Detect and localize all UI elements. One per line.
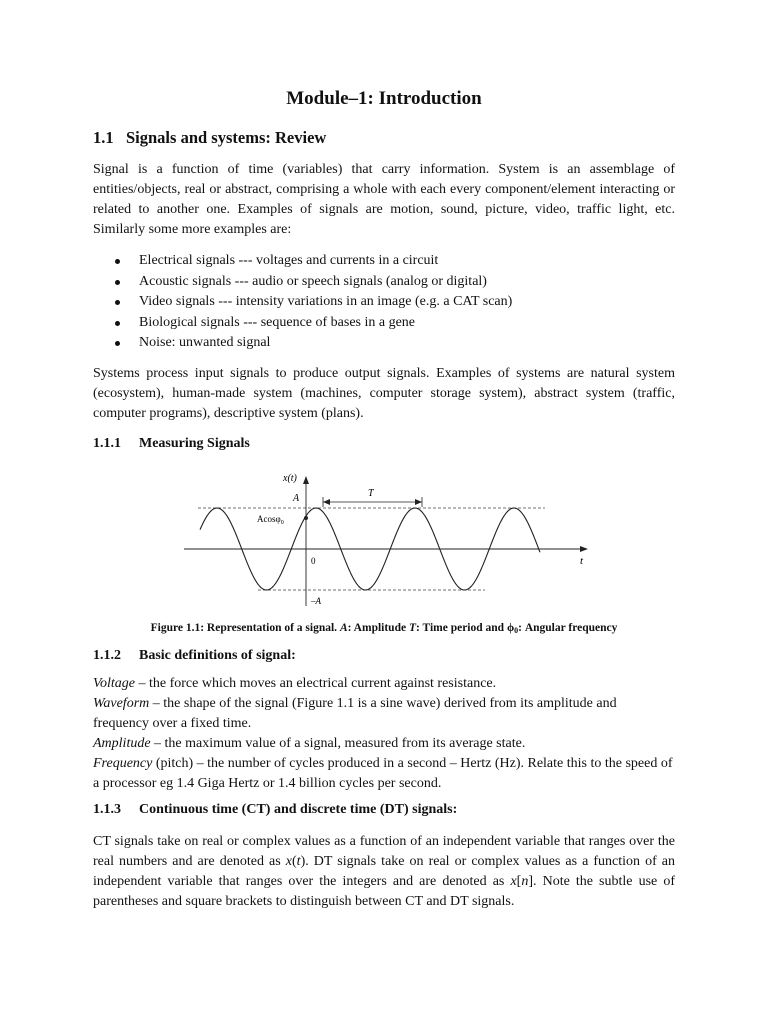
ct-dt-paragraph: CT signals take on real or complex values as a function of an independent variable that ranges over the real numbers and are denoted as x(t). DT signals take on real or complex values as a function of an independent variable that ranges over the integers and are denoted as x[n]. Note the subtle use of parentheses and square brackets to distinguish between CT and DT signals.	[93, 834, 676, 909]
y-axis-label: x(t)	[283, 473, 297, 484]
definition-voltage: Voltage – the force which moves an electrical current against resistance.	[93, 676, 497, 691]
subsection-heading-measuring	[93, 436, 250, 452]
period-label: T	[368, 488, 374, 499]
amplitude-label: A	[293, 493, 300, 504]
definition-waveform: Waveform – the shape of the signal (Figure 1.1 is a sine wave) derived from its amplitude and frequency over a fixed time.	[93, 696, 617, 731]
signal-figure	[180, 466, 600, 611]
amplitude-axis-arrow-icon	[303, 476, 309, 484]
intro-paragraph: Signal is a function of time (variables) that carry information. System is an assemblage of entities/objects, real or abstract, comprising a whole with each every component/element interacting or related to another one. Examples of signals are motion, sound, picture, video, traffic light, etc. Similarly some more examples are:	[93, 162, 675, 237]
origin-label: 0	[311, 556, 316, 566]
systems-paragraph: Systems process input signals to produce output signals. Examples of systems are natural system (ecosystem), human-made system (machines, computer storage system), abstract system (traffic, computer programs), descriptive system (plans).	[93, 366, 675, 421]
subsection-title: Measuring Signals	[139, 436, 250, 451]
definition-frequency: Frequency (pitch) – the number of cycles produced in a second – Hertz (Hz). Relate this to the speed of a processor eg 1.4 Giga Hertz or 1.4 billion cycles per second.	[93, 756, 673, 791]
initial-value-label: Acosφ$_0$	[257, 514, 284, 526]
period-left-arrow-icon	[323, 499, 330, 505]
list-item: Electrical signals --- voltages and currents in a circuit	[93, 251, 512, 272]
subsection-number: 1.1.3	[93, 802, 121, 817]
definition-amplitude: Amplitude – the maximum value of a signal, measured from its average state.	[93, 736, 526, 751]
list-item: Noise: unwanted signal	[93, 333, 512, 354]
list-item: Acoustic signals --- audio or speech signals (analog or digital)	[93, 272, 512, 293]
list-item: Video signals --- intensity variations in an image (e.g. a CAT scan)	[93, 292, 512, 313]
section-title: Signals and systems: Review	[126, 128, 327, 147]
initial-value-point	[304, 516, 308, 520]
period-right-arrow-icon	[415, 499, 422, 505]
subsection-number: 1.1.2	[93, 648, 121, 663]
list-item: Biological signals --- sequence of bases in a gene	[93, 313, 512, 334]
x-axis-label: t	[580, 555, 584, 567]
neg-amplitude-label: –A	[311, 596, 321, 606]
figure-caption: Figure 1.1: Representation of a signal. A: Amplitude T: Time period and ϕ0: Angular frequency	[150, 622, 618, 635]
definitions-block	[93, 674, 675, 794]
section-number: 1.1	[93, 128, 114, 147]
signal-examples-list	[93, 251, 512, 354]
time-axis-arrow-icon	[580, 546, 588, 552]
subsection-number: 1.1.1	[93, 436, 121, 451]
page-title: Module–1: Introduction	[286, 88, 482, 109]
subsection-title: Basic definitions of signal:	[139, 648, 296, 663]
subsection-heading-ct-dt	[93, 802, 457, 818]
subsection-title: Continuous time (CT) and discrete time (DT) signals:	[139, 802, 458, 817]
subsection-heading-definitions	[93, 648, 296, 664]
section-heading	[93, 128, 326, 148]
